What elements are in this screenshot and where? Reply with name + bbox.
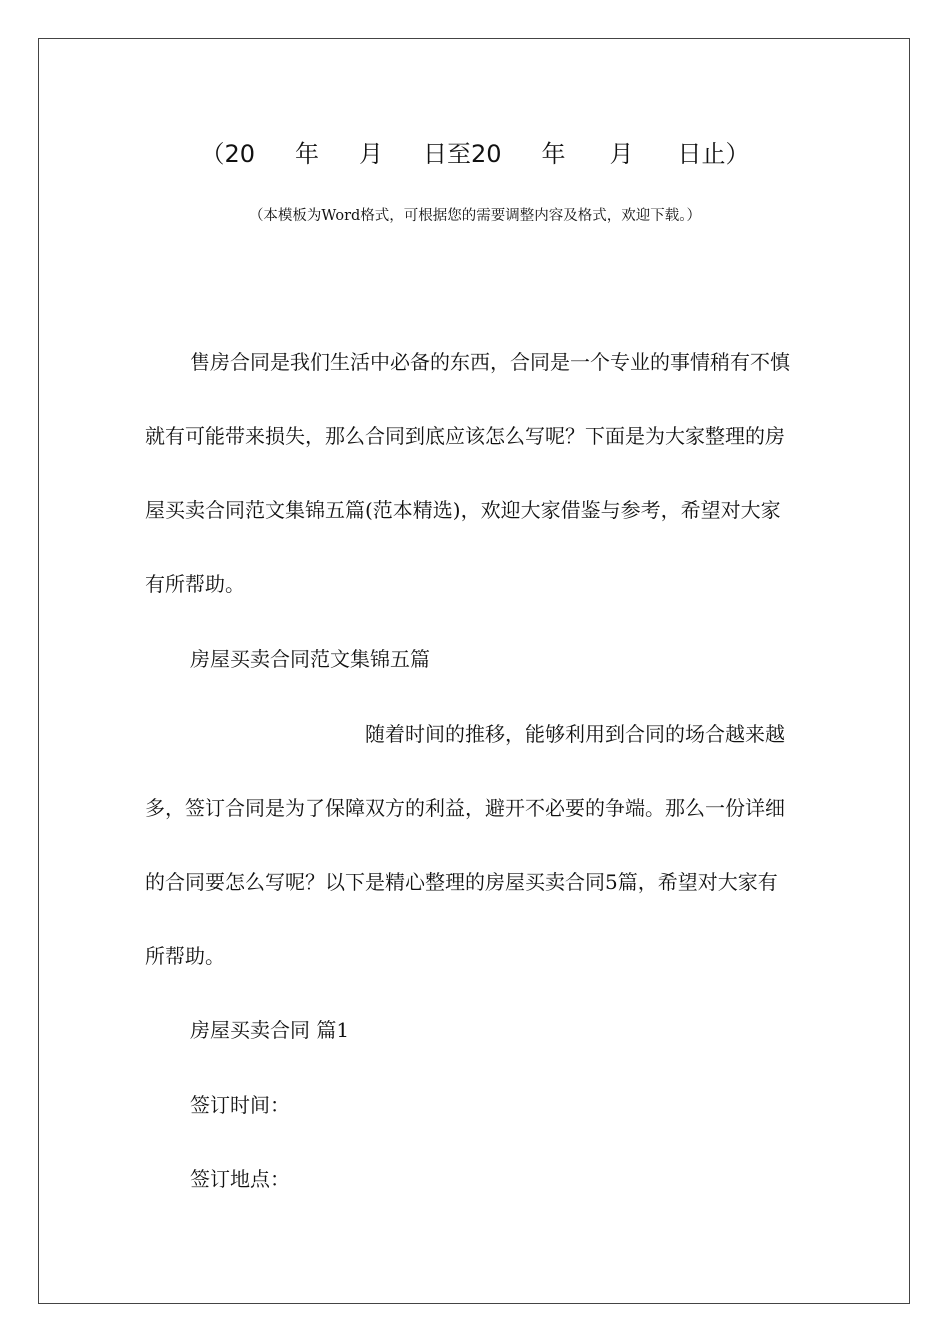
date-day-end-label: 日止） <box>677 140 750 168</box>
date-day-to-label: 日至20 <box>423 140 502 168</box>
intro-paragraph: 售房合同是我们生活中必备的东西，合同是一个专业的事情稍有不慎就有可能带来损失，那么合同到底应该怎么写呢？下面是为大家整理的房屋买卖合同范文集锦五篇(范本精选)，欢迎大家借鉴与参考，希望对大家有所帮助。 <box>145 350 790 596</box>
date-month-label-end: 月 <box>609 140 634 168</box>
date-year-label-end: 年 <box>541 140 566 168</box>
date-start-year-prefix: （20 <box>200 140 255 168</box>
lead-paragraph: 随着时间的推移，能够利用到合同的场合越来越多，签订合同是为了保障双方的利益，避开不必要的争端。那么一份详细的合同要怎么写呢？以下是精心整理的房屋买卖合同5篇，希望对大家有所帮助。 <box>145 722 785 968</box>
date-range-line <box>0 134 950 169</box>
template-note: （本模板为Word格式，可根据您的需要调整内容及格式，欢迎下载。） <box>248 208 702 224</box>
contract-heading: 房屋买卖合同 篇1 <box>190 1018 350 1042</box>
collection-title: 房屋买卖合同范文集锦五篇 <box>190 647 430 671</box>
sign-place-label: 签订地点： <box>190 1167 290 1191</box>
date-month-label: 月 <box>359 140 383 168</box>
sign-time-label: 签订时间： <box>190 1093 290 1117</box>
date-year-label: 年 <box>295 140 319 168</box>
